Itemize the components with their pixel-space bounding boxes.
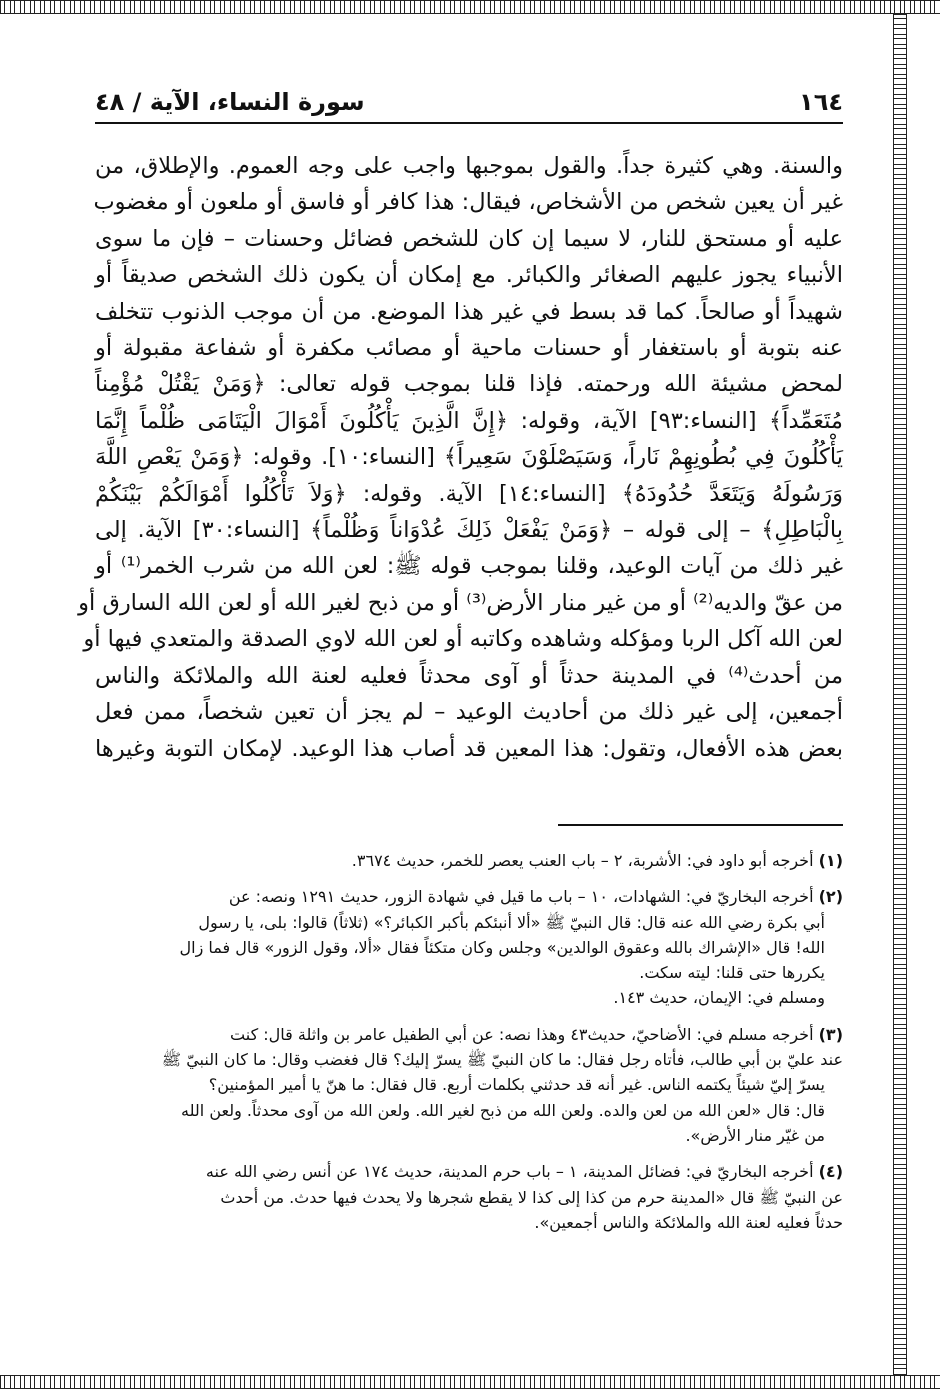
text-line: والسنة. وهي كثيرة جداً. والقول بموجبها واجب على وجه العموم. والإطلاق، من [95, 153, 843, 179]
ornamental-border-top [0, 0, 940, 14]
footnote-line: يكررها حتى قلنا: ليته سكت. [639, 963, 825, 983]
ornamental-border-bottom [0, 1375, 940, 1389]
footnote-4 [95, 1159, 843, 1235]
running-title: سورة النساء، الآية / ٤٨ [95, 88, 365, 116]
footnote-line: أخرجه مسلم في: الأضاحيّ، حديث٤٣ وهذا نصه: عن أبي الطفيل عامر بن واثلة قال: كنت [230, 1024, 814, 1044]
running-header [95, 72, 843, 116]
text-line: غير أن يعين شخص من الأشخاص، فيقال: هذا كافر أو فاسق أو ملعون أو مغضوب [93, 189, 843, 216]
text-line: بِالْبَاطِلِ﴾ – إلى قوله – ﴿وَمَنْ يَفْعَلْ ذَلِكَ عُدْوَاناً وَظُلْماً﴾ [النساء:٣٠] الآية. إلى [95, 517, 843, 544]
text-line: وَرَسُولَهُ وَيَتَعَدَّ حُدُودَهُ﴾ [النساء:١٤] الآية. وقوله: ﴿وَلاَ تَأْكُلُوا أَمْوَالَكُمْ بَيْنَكُمْ [95, 480, 843, 507]
footnote-line: عند عليّ بن أبي طالب، فأتاه رجل فقال: ما كان النبيّ ﷺ يسرّ إليك؟ قال فغضب وقال: ما كان النبيّ ﷺ [161, 1050, 843, 1070]
text-line: الأنبياء يجوز عليهم الصغائر والكبائر. مع إمكان أن يكون ذلك الشخص صديقاً أو [95, 262, 843, 289]
footnote-line: أخرجه البخاريّ في: فضائل المدينة، ١ – باب حرم المدينة، حديث ١٧٤ عن أنس رضي الله عنه [205, 1162, 814, 1182]
footnote-3 [95, 1022, 843, 1148]
text-line: بعض هذه الأفعال، وتقول: هذا المعين قد أصاب هذا الوعيد. لإمكان التوبة وغيرها [95, 735, 843, 762]
text-line: لمحض مشيئة الله ورحمته. فإذا قلنا بموجب قوله تعالى: ﴿وَمَنْ يَقْتُلْ مُؤْمِناً [95, 371, 843, 398]
footnote-line: يسرّ إليّ شيئاً يكتمه الناس. غير أنه قد حدثني بكلمات أربع. قال فقال: ما هنّ يا أمير المؤمنين؟ [208, 1075, 825, 1095]
text-line: يَأْكُلُونَ فِي بُطُونِهِمْ نَاراً، وَسَيَصْلَوْنَ سَعِيراً﴾ [النساء:١٠]. وقوله: ﴿وَمَنْ يَعْصِ اللَّهَ [95, 444, 843, 471]
text-line: مُتَعَمِّداً﴾ [النساء:٩٣] الآية، وقوله: ﴿إِنَّ الَّذِينَ يَأْكُلُونَ أَمْوَالَ الْيَتَامَى ظُلْماً إِنَّمَا [95, 407, 843, 434]
footnote-number: (٢) [818, 887, 843, 907]
footnote-number: (١) [818, 851, 843, 870]
text-line: شهيداً أو صالحاً. كما قد بسط في غير هذا الموضع. من أن موجب الذنوب تتخلف [95, 298, 843, 325]
footnotes [95, 848, 843, 1246]
footnote-line: أخرجه أبو داود في: الأشربة، ٢ – باب العنب يعصر للخمر، حديث ٣٦٧٤. [351, 851, 814, 870]
text-line: أجمعين، إلى غير ذلك من أحاديث الوعيد – لم يجز أن تعين شخصاً، ممن فعل [95, 699, 843, 726]
ornamental-border-right [893, 14, 907, 1375]
text-line: غير ذلك من آيات الوعيد، وقلنا بموجب قوله ﷺ: لعن الله من شرب الخمر⁽¹⁾ أو [95, 553, 843, 580]
footnote-number: (٣) [818, 1024, 843, 1044]
footnote-line: حدثاً فعليه لعنة الله والملائكة والناس أجمعين». [534, 1212, 843, 1232]
text-line: من عقّ والديه⁽²⁾ أو من غير منار الأرض⁽³⁾ أو من ذبح لغير الله أو لعن الله السارق أو [78, 589, 843, 616]
footnote-2 [95, 884, 843, 1010]
text-line: عليه أو مستحق للنار، لا سيما إن كان للشخص فضائل وحسنات – فإن ما سوى [95, 225, 843, 252]
footnote-rule [558, 824, 843, 826]
footnote-line: عن النبيّ ﷺ قال «المدينة حرم من كذا إلى كذا لا يقطع شجرها ولا يحدث فيها حدث. من أحدث [220, 1187, 843, 1207]
footnote-number: (٤) [818, 1162, 843, 1182]
page-number: ١٦٤ [799, 88, 843, 116]
footnote-line: الله! قال «الإشراك بالله وعقوق الوالدين» وجلس وكان متكئاً فقال «ألا، وقول الزور» قال فما زال [179, 937, 825, 957]
text-line: عنه بتوبة أو باستغفار أو حسنات ماحية أو مصائب مكفرة أو شفاعة مقبولة أو [95, 335, 843, 362]
footnote-line: ومسلم في: الإيمان، حديث ١٤٣. [613, 988, 825, 1008]
page-content [78, 72, 843, 1232]
header-rule [95, 122, 843, 124]
footnote-line: قال: قال «لعن الله من لعن والده. ولعن الله من ذبح لغير الله. ولعن الله من آوى محدثاً. ولعن الله [181, 1100, 825, 1120]
text-line: لعن الله آكل الربا ومؤكله وشاهده وكاتبه أو لعن الله لاوي الصدقة والمتعدي فيها أو [83, 626, 843, 653]
main-text [78, 148, 843, 767]
text-line: من أحدث⁽⁴⁾ في المدينة حدثاً أو آوى محدثاً فعليه لعنة الله والملائكة والناس [95, 662, 843, 689]
footnote-line: من غيّر منار الأرض». [685, 1125, 825, 1145]
footnote-line: أبي بكرة رضي الله عنه قال: قال النبيّ ﷺ «ألا أنبئكم بأكبر الكبائر؟» (ثلاثاً) قالوا: بلى، يا رسول [198, 912, 825, 932]
footnote-line: أخرجه البخاريّ في: الشهادات، ١٠ – باب ما قيل في شهادة الزور، حديث ١٢٩١ ونصه: عن [228, 887, 814, 907]
footnote-1 [95, 848, 843, 873]
